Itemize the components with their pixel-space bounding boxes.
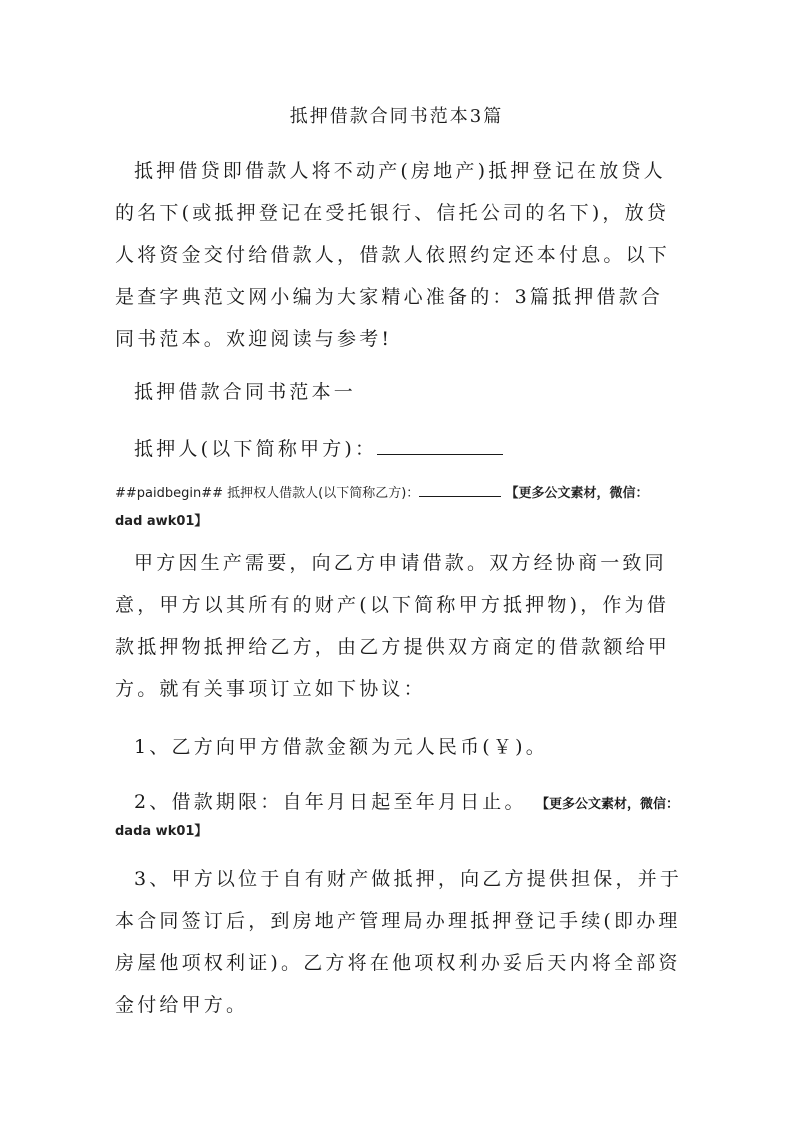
promo-note-2-cont: dada wk01】 xyxy=(115,824,208,839)
promo-note-2-line xyxy=(115,818,685,846)
promo-note-1: 【更多公文素材，微信： xyxy=(505,486,649,501)
promo-note-2: 【更多公文素材，微信： xyxy=(535,797,679,812)
document-title: 抵押借款合同书范本3篇 xyxy=(289,106,504,127)
clause-3: 3、甲方以位于自有财产做抵押，向乙方提供担保，并于本合同签订后，到房地产管理局办理抵押登记手续(即办理房屋他项权利证)。乙方将在他项权利办妥后天内将全部资金付给甲方。 xyxy=(115,868,683,1016)
mortgagee-line xyxy=(115,480,685,536)
mortgagor-label: 抵押人(以下简称甲方)： xyxy=(134,438,378,460)
mortgagee-blank xyxy=(419,484,501,497)
mortgagor-line xyxy=(115,428,704,470)
clause-1: 1、乙方向甲方借款金额为元人民币(￥)。 xyxy=(134,736,548,758)
clause-2-text: 2、借款期限：自年月日起至年月日止。 xyxy=(134,791,527,813)
mortgagee-label: ##paidbegin## 抵押权人借款人(以下简称乙方)： xyxy=(115,486,420,501)
promo-note-1-cont: dad awk01】 xyxy=(115,514,208,529)
mortgagor-blank xyxy=(377,438,503,455)
agreement-intro-paragraph: 甲方因生产需要，向乙方申请借款。双方经协商一致同意，甲方以其所有的财产(以下简称甲方抵押物)，作为借款抵押物抵押给乙方，由乙方提供双方商定的借款额给甲方。就有关事项订立如下协议： xyxy=(115,552,671,700)
section-heading: 抵押借款合同书范本一 xyxy=(134,381,357,403)
intro-paragraph: 抵押借贷即借款人将不动产(房地产)抵押登记在放贷人的名下(或抵押登记在受托银行、信托公司的名下)，放贷人将资金交付给借款人，借款人依照约定还本付息。以下是查字典范文网小编为大家精心准备的：3篇抵押借款合同书范本。欢迎阅读与参考! xyxy=(115,160,671,350)
